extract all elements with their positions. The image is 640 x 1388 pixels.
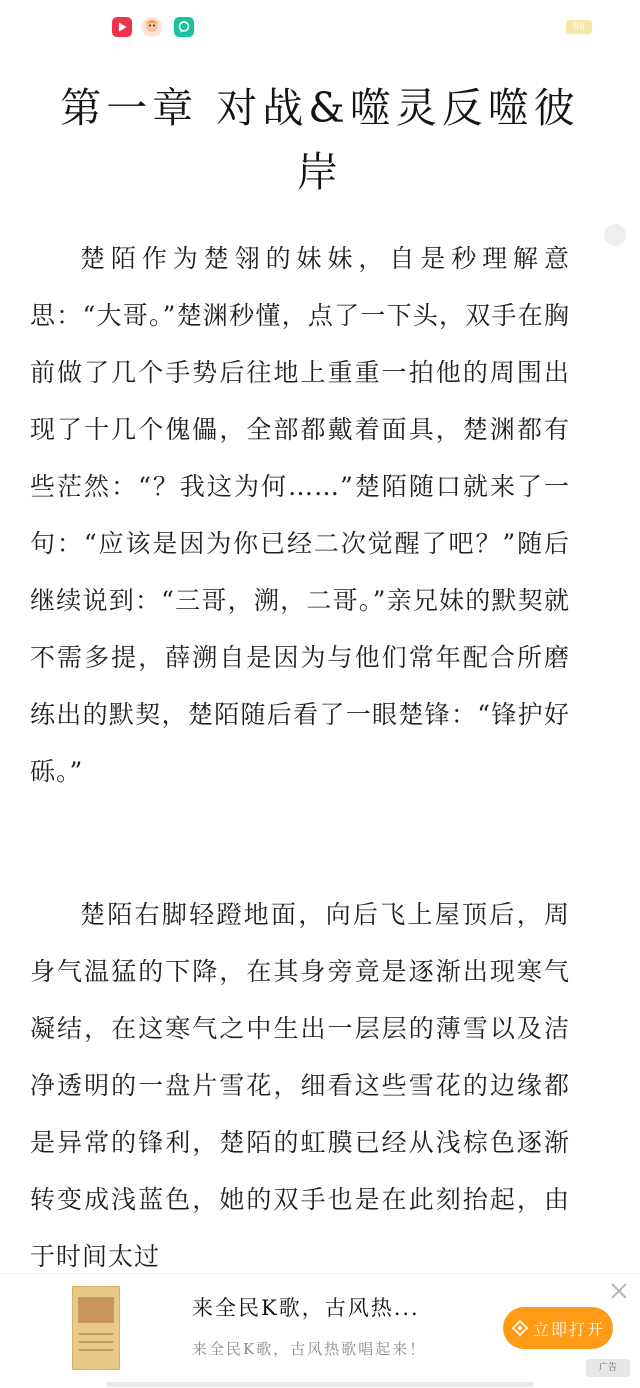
open-icon [511, 1319, 529, 1337]
chapter-title: 第一章 对战&噬灵反噬彼岸 [60, 84, 580, 196]
ad-title[interactable]: 来全民K歌，古风热... [192, 1296, 420, 1320]
open-app-button-label: 立即打开 [532, 1319, 605, 1339]
avatar-app-icon [142, 17, 162, 37]
close-icon[interactable] [606, 1278, 632, 1304]
ad-label-badge[interactable] [586, 1359, 630, 1377]
ad-label-text: 广告 [598, 1363, 617, 1373]
ad-progress-bar [106, 1382, 534, 1387]
story-paragraph: 楚陌作为楚翎的妹妹，自是秒理解意思：“大哥。”楚渊秒懂，点了一下头，双手在胸前做了几个手势后往地上重重一拍他的周围出现了十几个傀儡，全部都戴着面具，楚渊都有些茫然：“？我这为何……”楚陌随口就来了一句：“应该是因为你已经二次觉醒了吧？”随后继续说到：“三哥，溯，二哥。”亲兄妹的默契就不需多提，薛溯自是因为与他们常年配合所磨练出的默契，楚陌随后看了一眼楚锋：“锋护好砾。” [30, 244, 570, 786]
battery-indicator: 98 [566, 20, 592, 34]
status-bar [0, 0, 640, 56]
video-app-icon [112, 17, 132, 37]
ad-subtitle: 来全民K歌，古风热歌唱起来！ [192, 1340, 427, 1358]
ad-thumbnail[interactable] [72, 1286, 120, 1370]
ad-banner[interactable] [0, 1273, 640, 1388]
scroll-indicator[interactable] [604, 224, 626, 246]
open-app-button[interactable] [503, 1307, 613, 1349]
story-paragraph: 楚陌右脚轻蹬地面，向后飞上屋顶后，周身气温猛的下降，在其身旁竟是逐渐出现寒气凝结，在这寒气之中生出一层层的薄雪以及洁净透明的一盘片雪花，细看这些雪花的边缘都是异常的锋利，楚陌的虹膜已经从浅棕色逐渐转变成浅蓝色，她的双手也是在此刻抬起，由于时间太过 [30, 900, 570, 1271]
message-app-icon [174, 17, 194, 37]
